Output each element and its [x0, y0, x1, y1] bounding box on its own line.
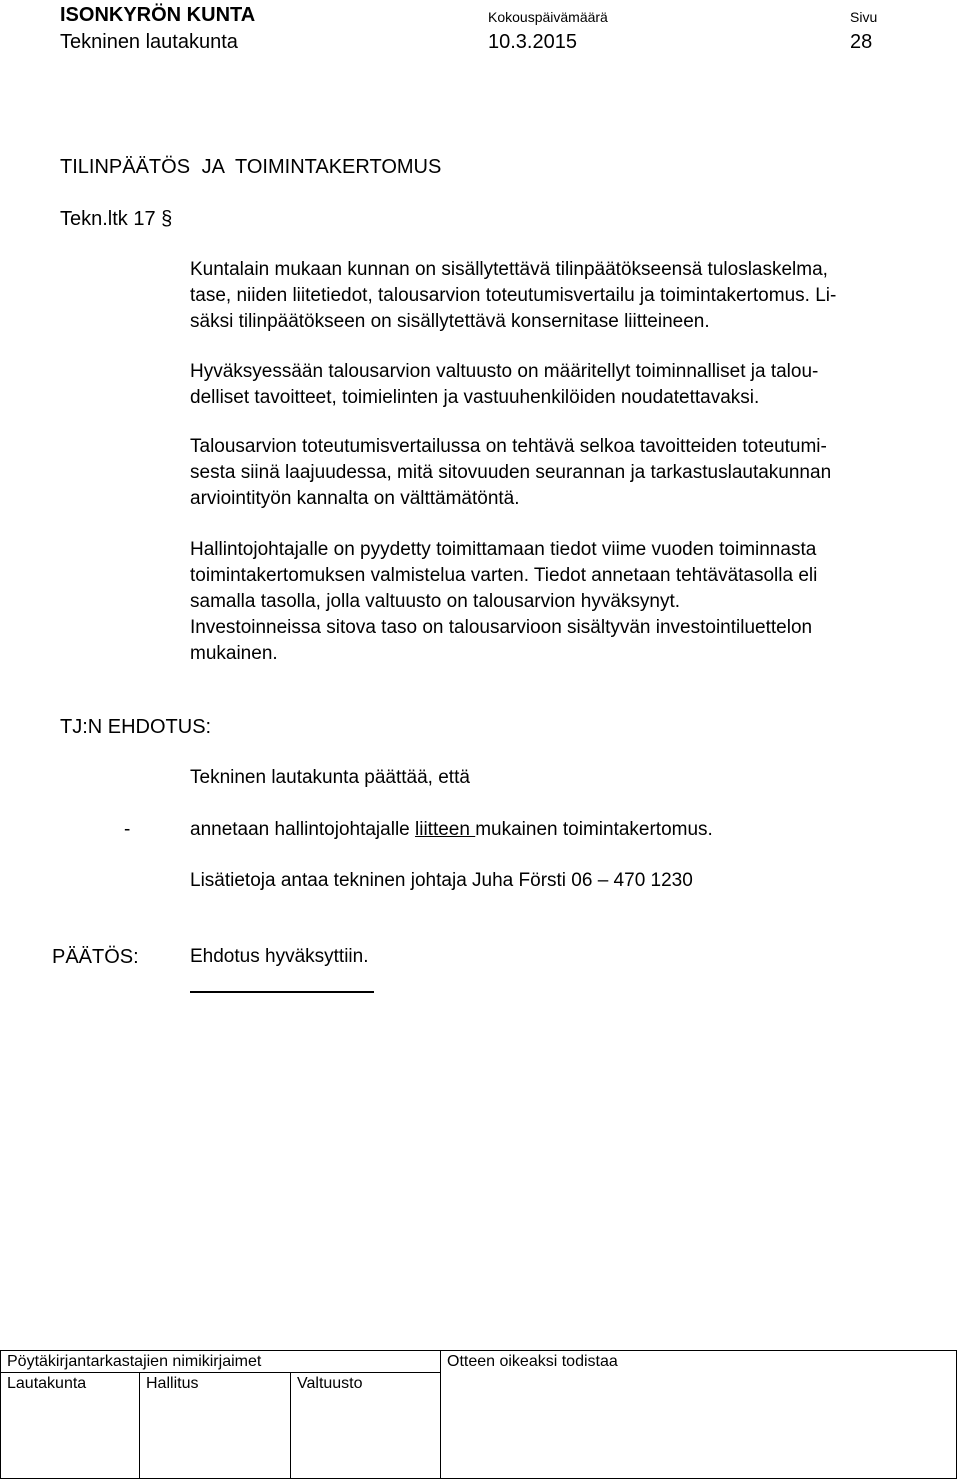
signature-line: [190, 991, 374, 993]
list-bullet: -: [124, 819, 131, 840]
proposal-label: TJ:N EHDOTUS:: [60, 716, 212, 738]
section-reference: Tekn.ltk 17 §: [60, 208, 173, 230]
paragraph-2: Hyväksyessään talousarvion valtuusto on määritellyt toiminnalliset ja talou- delliset tavoitteet, toimielinten ja vastuuhenkilöiden noudatettavaksi.: [190, 361, 819, 408]
signatures-label: Pöytäkirjantarkastajien nimikirjaimet: [7, 1353, 262, 1370]
footer-row-divider: [0, 1372, 440, 1373]
page-number: 28: [850, 31, 873, 53]
footer-top-border: [0, 1350, 957, 1351]
paragraph-4: Hallintojohtajalle on pyydetty toimittamaan tiedot viime vuoden toiminnasta toimintakertomuksen valmistelua varten. Tiedot annetaan tehtävätasolla eli samalla tasolla, jolla valtuusto on talousarvion hyväksynyt. Investoinneissa sitova taso on talousarvioon sisältyvän investointiluettelon mukainen.: [190, 539, 818, 664]
proposal-item-text-before: annetaan hallintojohtajalle: [190, 819, 416, 840]
column-lautakunta: Lautakunta: [7, 1375, 87, 1392]
certified-label: Otteen oikeaksi todistaa: [447, 1353, 618, 1370]
footer-column-divider: [139, 1372, 140, 1478]
organization-name: ISONKYRÖN KUNTA: [60, 4, 256, 26]
footer-column-divider: [290, 1372, 291, 1478]
proposal-item: [190, 819, 713, 841]
meeting-date: 10.3.2015: [488, 31, 577, 53]
column-hallitus: Hallitus: [146, 1375, 199, 1392]
footer-left-border: [0, 1350, 1, 1478]
decision-label: PÄÄTÖS:: [52, 946, 139, 968]
footer-right-border: [956, 1350, 957, 1478]
footer-bottom-border: [0, 1478, 957, 1479]
decision-text: Ehdotus hyväksyttiin.: [190, 946, 369, 967]
proposal-intro: Tekninen lautakunta päättää, että: [190, 767, 470, 788]
proposal-item-text-after: mukainen toimintakertomus.: [475, 819, 713, 840]
column-valtuusto: Valtuusto: [297, 1375, 363, 1392]
date-label: Kokouspäivämäärä: [488, 9, 608, 25]
footer-section-divider: [440, 1350, 441, 1478]
committee-name: Tekninen lautakunta: [60, 31, 238, 53]
document-title: TILINPÄÄTÖS JA TOIMINTAKERTOMUS: [60, 156, 442, 178]
paragraph-3: Talousarvion toteutumisvertailussa on tehtävä selkoa tavoitteiden toteutumi- sesta siinä laajuudessa, mitä sitovuuden seurannan ja tarkastuslautakunnan arviointityön kannalta on välttämätöntä.: [190, 436, 832, 509]
contact-info: Lisätietoja antaa tekninen johtaja Juha Försti 06 – 470 1230: [190, 870, 693, 891]
paragraph-1: Kuntalain mukaan kunnan on sisällytettävä tilinpäätökseensä tuloslaskelma, tase, niiden liitetiedot, talousarvion toteutumisvertailu ja toimintakertomus. Li- säksi tilinpäätökseen on sisällytettävä konsernitase liitteineen.: [190, 259, 837, 332]
attachment-link[interactable]: liitteen: [415, 819, 476, 840]
page-label: Sivu: [850, 9, 878, 25]
